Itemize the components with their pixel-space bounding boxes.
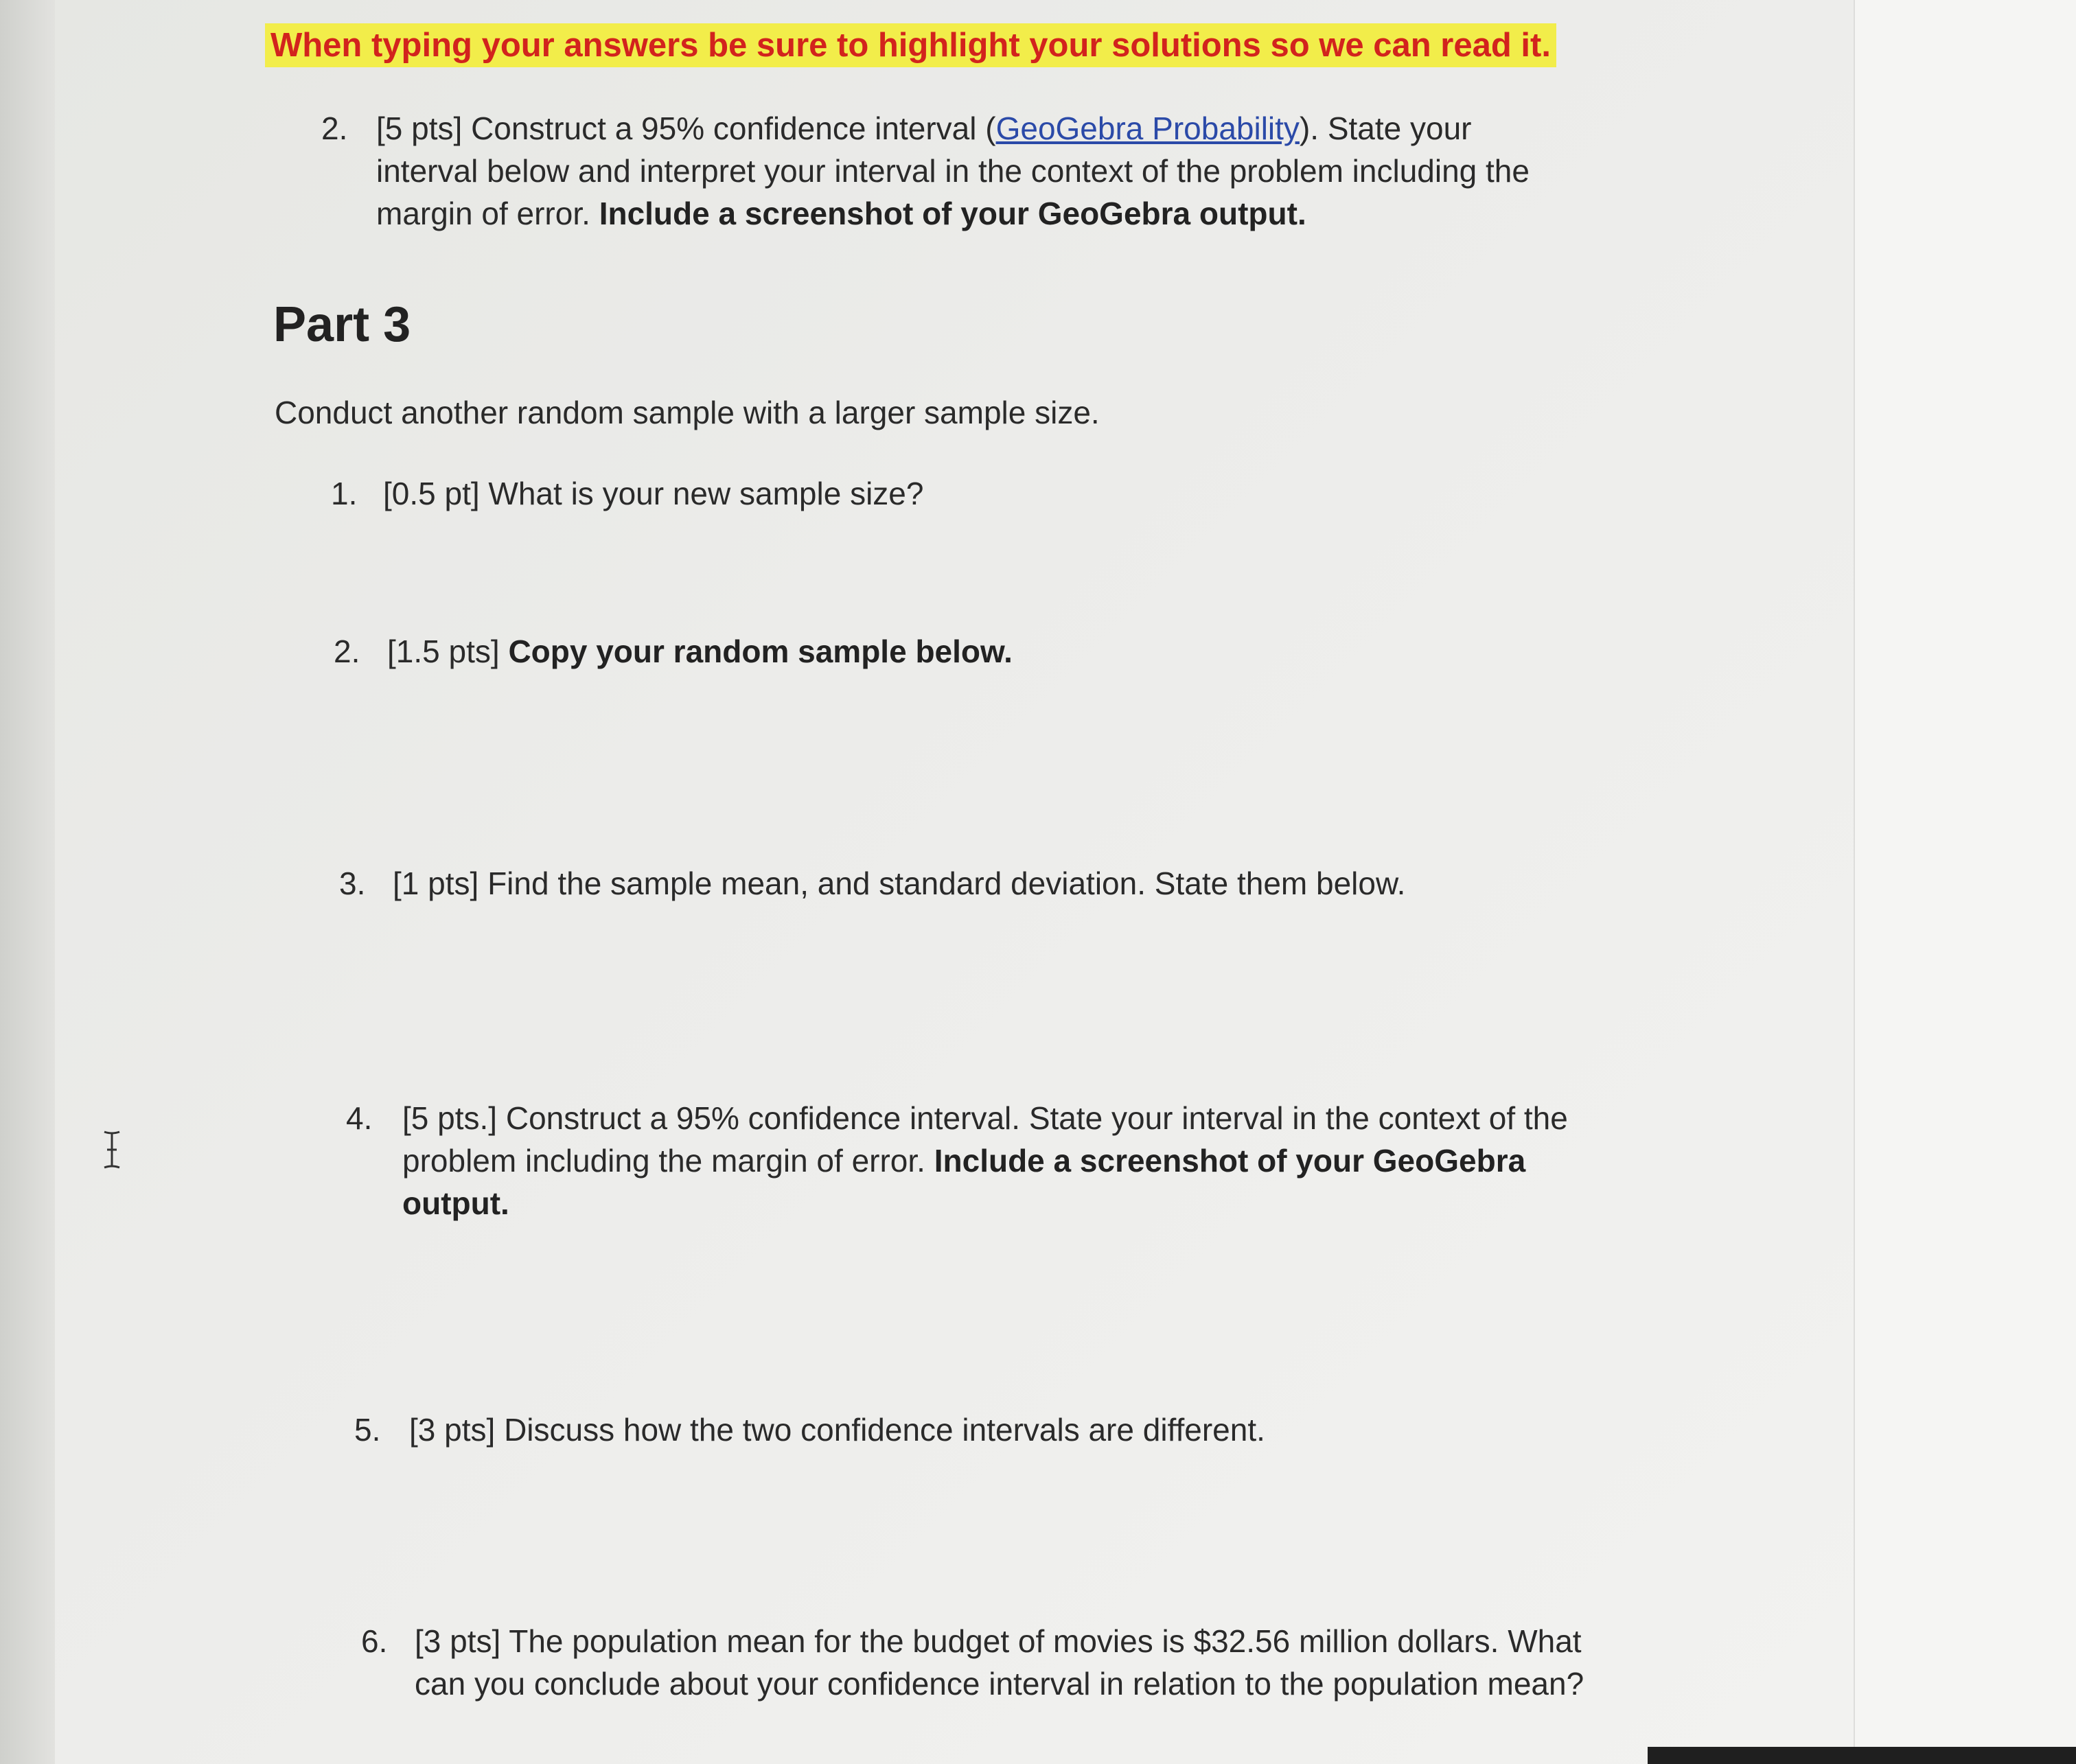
text-segment: [5 pts] Construct a 95% confidence interval (	[376, 111, 996, 146]
question-line-1: [5 pts.] Construct a 95% confidence interval. State your interval in the context of the	[402, 1100, 1568, 1136]
part-3-heading: Part 3	[273, 297, 411, 352]
bold-instruction: output.	[402, 1185, 509, 1221]
question-line-2	[402, 1139, 1568, 1182]
question-line-2: can you conclude about your confidence interval in relation to the population mean?	[415, 1666, 1584, 1702]
text-cursor-icon	[102, 1129, 122, 1170]
question-text	[387, 630, 1013, 673]
part-3-intro: Conduct another random sample with a larger sample size.	[275, 395, 1100, 430]
question-number: 6.	[361, 1623, 388, 1659]
text-segment: [1.5 pts]	[387, 634, 509, 669]
bold-instruction: Include a screenshot of your GeoGebra	[934, 1143, 1526, 1179]
text-segment: margin of error.	[376, 196, 599, 231]
left-margin	[0, 0, 55, 1764]
question-number: 5.	[354, 1412, 381, 1448]
question-number: 2.	[334, 634, 360, 669]
warning-banner: When typing your answers be sure to highlight your solutions so we can read it.	[265, 23, 1556, 67]
question-line-2: interval below and interpret your interval in the context of the problem including the	[376, 153, 1530, 189]
question-line-3	[402, 1182, 1568, 1225]
question-number: 2.	[321, 111, 348, 146]
question-number: 3.	[339, 866, 366, 901]
question-line-1: [3 pts] The population mean for the budget of movies is $32.56 million dollars. What	[415, 1623, 1582, 1659]
right-edge	[1854, 0, 2076, 1764]
question-number: 1.	[331, 476, 358, 511]
bold-instruction: Include a screenshot of your GeoGebra output.	[599, 196, 1306, 231]
text-segment: ). State your	[1299, 111, 1472, 146]
geogebra-probability-link[interactable]: GeoGebra Probability	[995, 111, 1300, 146]
text-segment: problem including the margin of error.	[402, 1143, 934, 1179]
question-text: [1 pts] Find the sample mean, and standard deviation. State them below.	[393, 866, 1406, 901]
bold-instruction: Copy your random sample below.	[508, 634, 1013, 669]
question-number: 4.	[346, 1100, 373, 1136]
question-text: [0.5 pt] What is your new sample size?	[383, 476, 924, 511]
question-line-3	[376, 192, 1530, 235]
bottom-bar	[1648, 1747, 2076, 1764]
question-text: [3 pts] Discuss how the two confidence intervals are different.	[409, 1412, 1265, 1448]
question-line-1	[376, 107, 1530, 150]
